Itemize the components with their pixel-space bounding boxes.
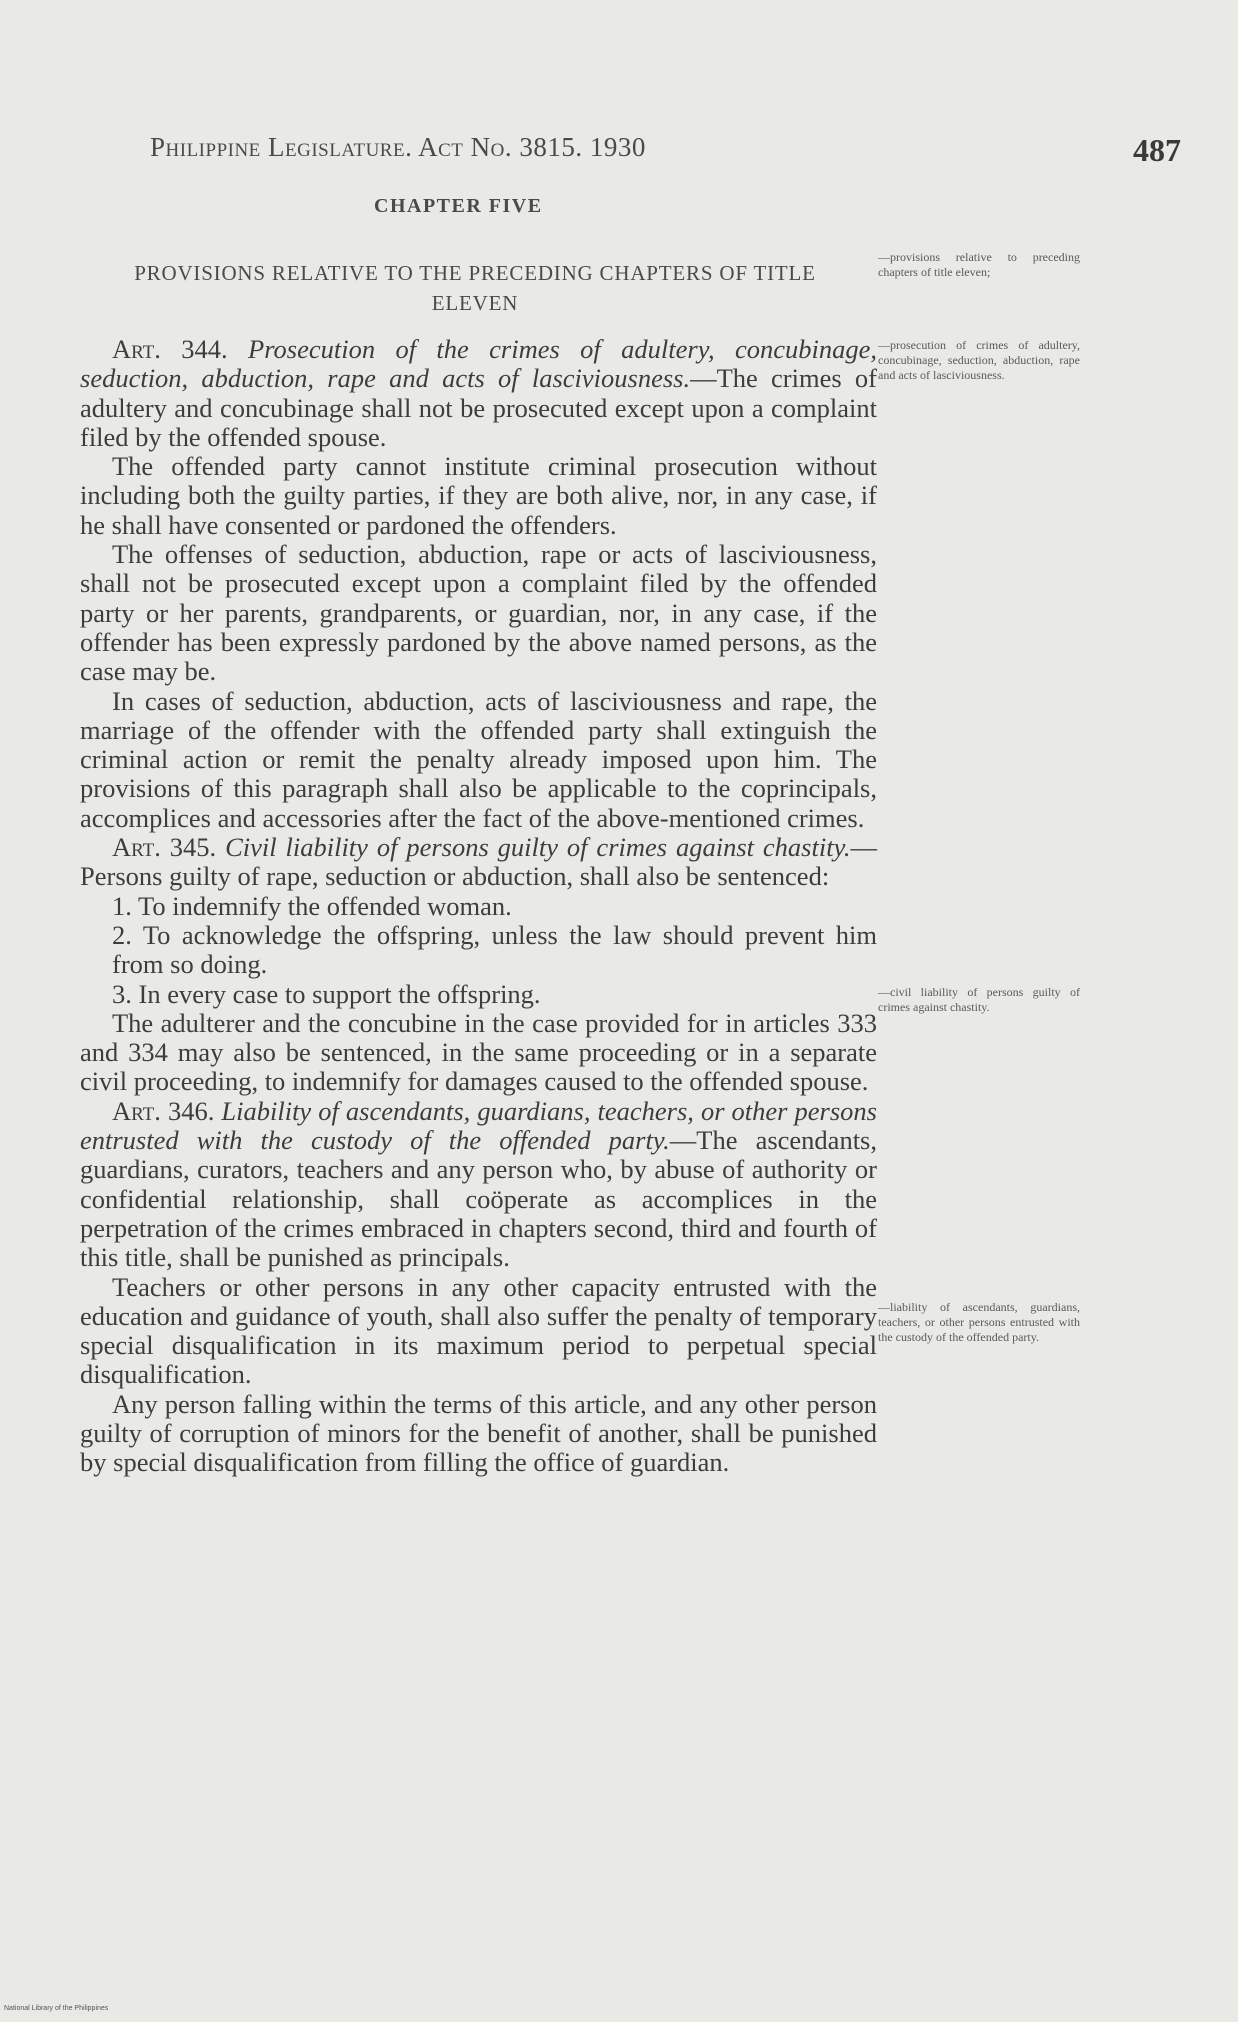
article-345-text: —Persons guilty of rape, seduction or abduction, shall also be sentenced: bbox=[80, 832, 878, 892]
article-346-paragraph-3: Any person falling within the terms of this article, and any other person guilty of corruption of minors for the benefit of another, shall be punished by special disqualification from filling the office of guardian. bbox=[80, 1388, 877, 1478]
article-346-paragraph-2: Teachers or other persons in any other capacity entrusted with the education and guidance of youth, shall also suffer the penalty of temporary special disqualification in its maximum period to perpetual special disqualification. bbox=[80, 1271, 877, 1390]
article-344-paragraph-4: In cases of seduction, abduction, acts of lasciviousness and rape, the marriage of the offender with the offended party shall extinguish the criminal action or remit the penalty already imposed upon him. The provisions of this paragraph shall also be applicable to the coprincipals, accomplices and accessories after the fact of the above-mentioned crimes. bbox=[80, 685, 877, 833]
article-346-text: —The ascendants, guardians, curators, teachers and any person who, by abuse of authority or confidential relationship, shall coöperate as accomplices in the perpetration of the crimes embraced in chapters second, third and fourth of this title, shall be punished as principals. bbox=[80, 1125, 877, 1273]
side-note: —civil liability of persons guilty of crimes against chastity. bbox=[878, 985, 1080, 1014]
article-345-paragraph bbox=[80, 833, 877, 892]
article-344-label: Art. 344. bbox=[112, 334, 228, 364]
running-head: Philippine Legislature. Act No. 3815. 1930 bbox=[150, 132, 646, 162]
article-344-paragraph-2: The offended party cannot institute criminal prosecution without including both the guilty parties, if they are both alive, nor, in any case, if he shall have consented or pardoned the offenders. bbox=[80, 451, 877, 540]
chapter-heading: CHAPTER FIVE bbox=[374, 195, 543, 217]
article-346-paragraph bbox=[80, 1097, 877, 1273]
side-note: —provisions relative to preceding chapters of title eleven; bbox=[878, 250, 1080, 279]
side-note: —liability of ascendants, guardians, teachers, or other persons entrusted with the custody of the offended party. bbox=[878, 1300, 1080, 1344]
list-item: 3. In every case to support the offspring. bbox=[112, 978, 541, 1009]
page-number: 487 bbox=[1133, 132, 1181, 168]
article-344-text: —The crimes of adultery and concubinage shall not be prosecuted except upon a complaint filed by the offended spouse. bbox=[80, 363, 877, 452]
article-344-paragraph-3: The offenses of seduction, abduction, rape or acts of lasciviousness, shall not be prosecuted except upon a complaint filed by the offended party or her parents, grandparents, or guardian, nor, in any case, if the offender has been expressly pardoned by the above named persons, as the case may be. bbox=[80, 539, 877, 687]
footer-credit: National Library of the Philippines bbox=[4, 2005, 109, 2012]
article-344-title: Prosecution of the crimes of adultery, concubinage, seduction, abduction, rape and acts of lasciviousness. bbox=[80, 334, 878, 394]
article-345-title: Civil liability of persons guilty of crimes against chastity. bbox=[225, 832, 851, 863]
list-item: 1. To indemnify the offended woman. bbox=[112, 890, 512, 921]
article-346-label: Art. 346. bbox=[112, 1095, 215, 1126]
body-text bbox=[80, 335, 877, 1478]
article-344-paragraph bbox=[80, 335, 877, 452]
side-note: —prosecution of crimes of adultery, concubinage, seduction, abduction, rape and acts of lasciviousness. bbox=[878, 338, 1080, 382]
section-title: PROVISIONS RELATIVE TO THE PRECEDING CHAPTERS OF TITLE ELEVEN bbox=[134, 261, 816, 315]
article-345-paragraph-2: The adulterer and the concubine in the case provided for in articles 333 and 334 may also be sentenced, in the same proceeding or in a separate civil proceeding, to indemnify for damages caused to the offended spouse. bbox=[80, 1007, 877, 1097]
article-346-title: Liability of ascendants, guardians, teachers, or other persons entrusted with the custody of the offended party. bbox=[80, 1095, 877, 1156]
article-345-label: Art. 345. bbox=[112, 832, 217, 863]
list-item: 2. To acknowledge the offspring, unless the law should prevent him from so doing. bbox=[112, 919, 877, 980]
